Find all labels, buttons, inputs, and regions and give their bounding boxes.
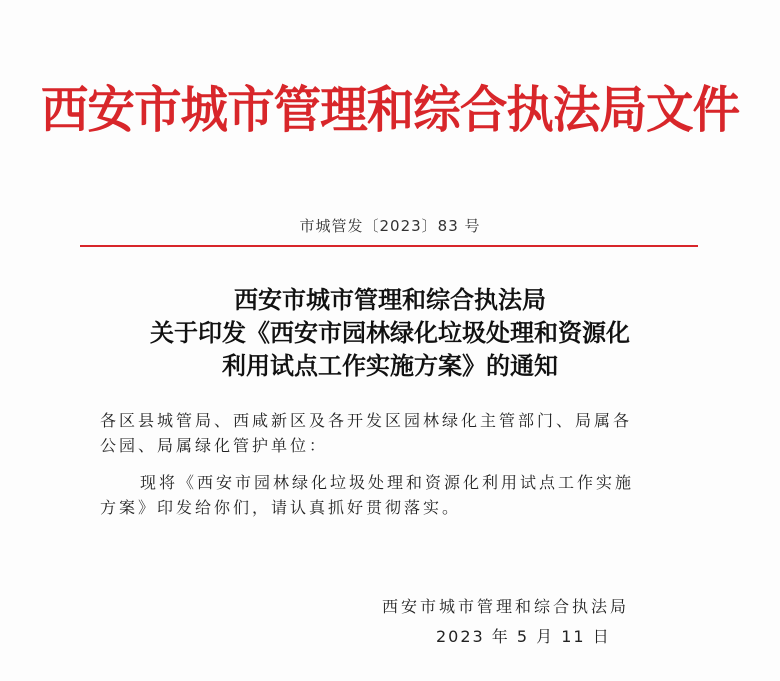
signature-date: 2023 年 5 月 11 日 xyxy=(436,627,611,646)
signature-issuer: 西安市城市管理和综合执法局 xyxy=(382,597,630,616)
notice-title-line-1: 西安市城市管理和综合执法局 xyxy=(234,285,546,314)
notice-title-line-3: 利用试点工作实施方案》的通知 xyxy=(222,351,558,380)
notice-title-line-2: 关于印发《西安市园林绿化垃圾处理和资源化 xyxy=(150,318,630,347)
signature-block xyxy=(382,592,629,652)
notice-title xyxy=(60,283,720,382)
addressee-line-2: 公园、局属绿化管护单位： xyxy=(100,436,329,455)
body-paragraph-line-2: 方案》印发给你们，请认真抓好贯彻落实。 xyxy=(100,498,462,517)
document-number: 市城管发〔2023〕83 号 xyxy=(299,217,481,235)
body-paragraph-line-1: 现将《西安市园林绿化垃圾处理和资源化利用试点工作实施 xyxy=(140,473,635,492)
document-header-title: 西安市城市管理和综合执法局文件 xyxy=(40,80,740,139)
addressee-line-1: 各区县城管局、西咸新区及各开发区园林绿化主管部门、局属各 xyxy=(100,411,633,430)
red-divider-line xyxy=(80,245,698,247)
body-paragraph xyxy=(100,470,700,520)
addressee xyxy=(100,408,700,458)
